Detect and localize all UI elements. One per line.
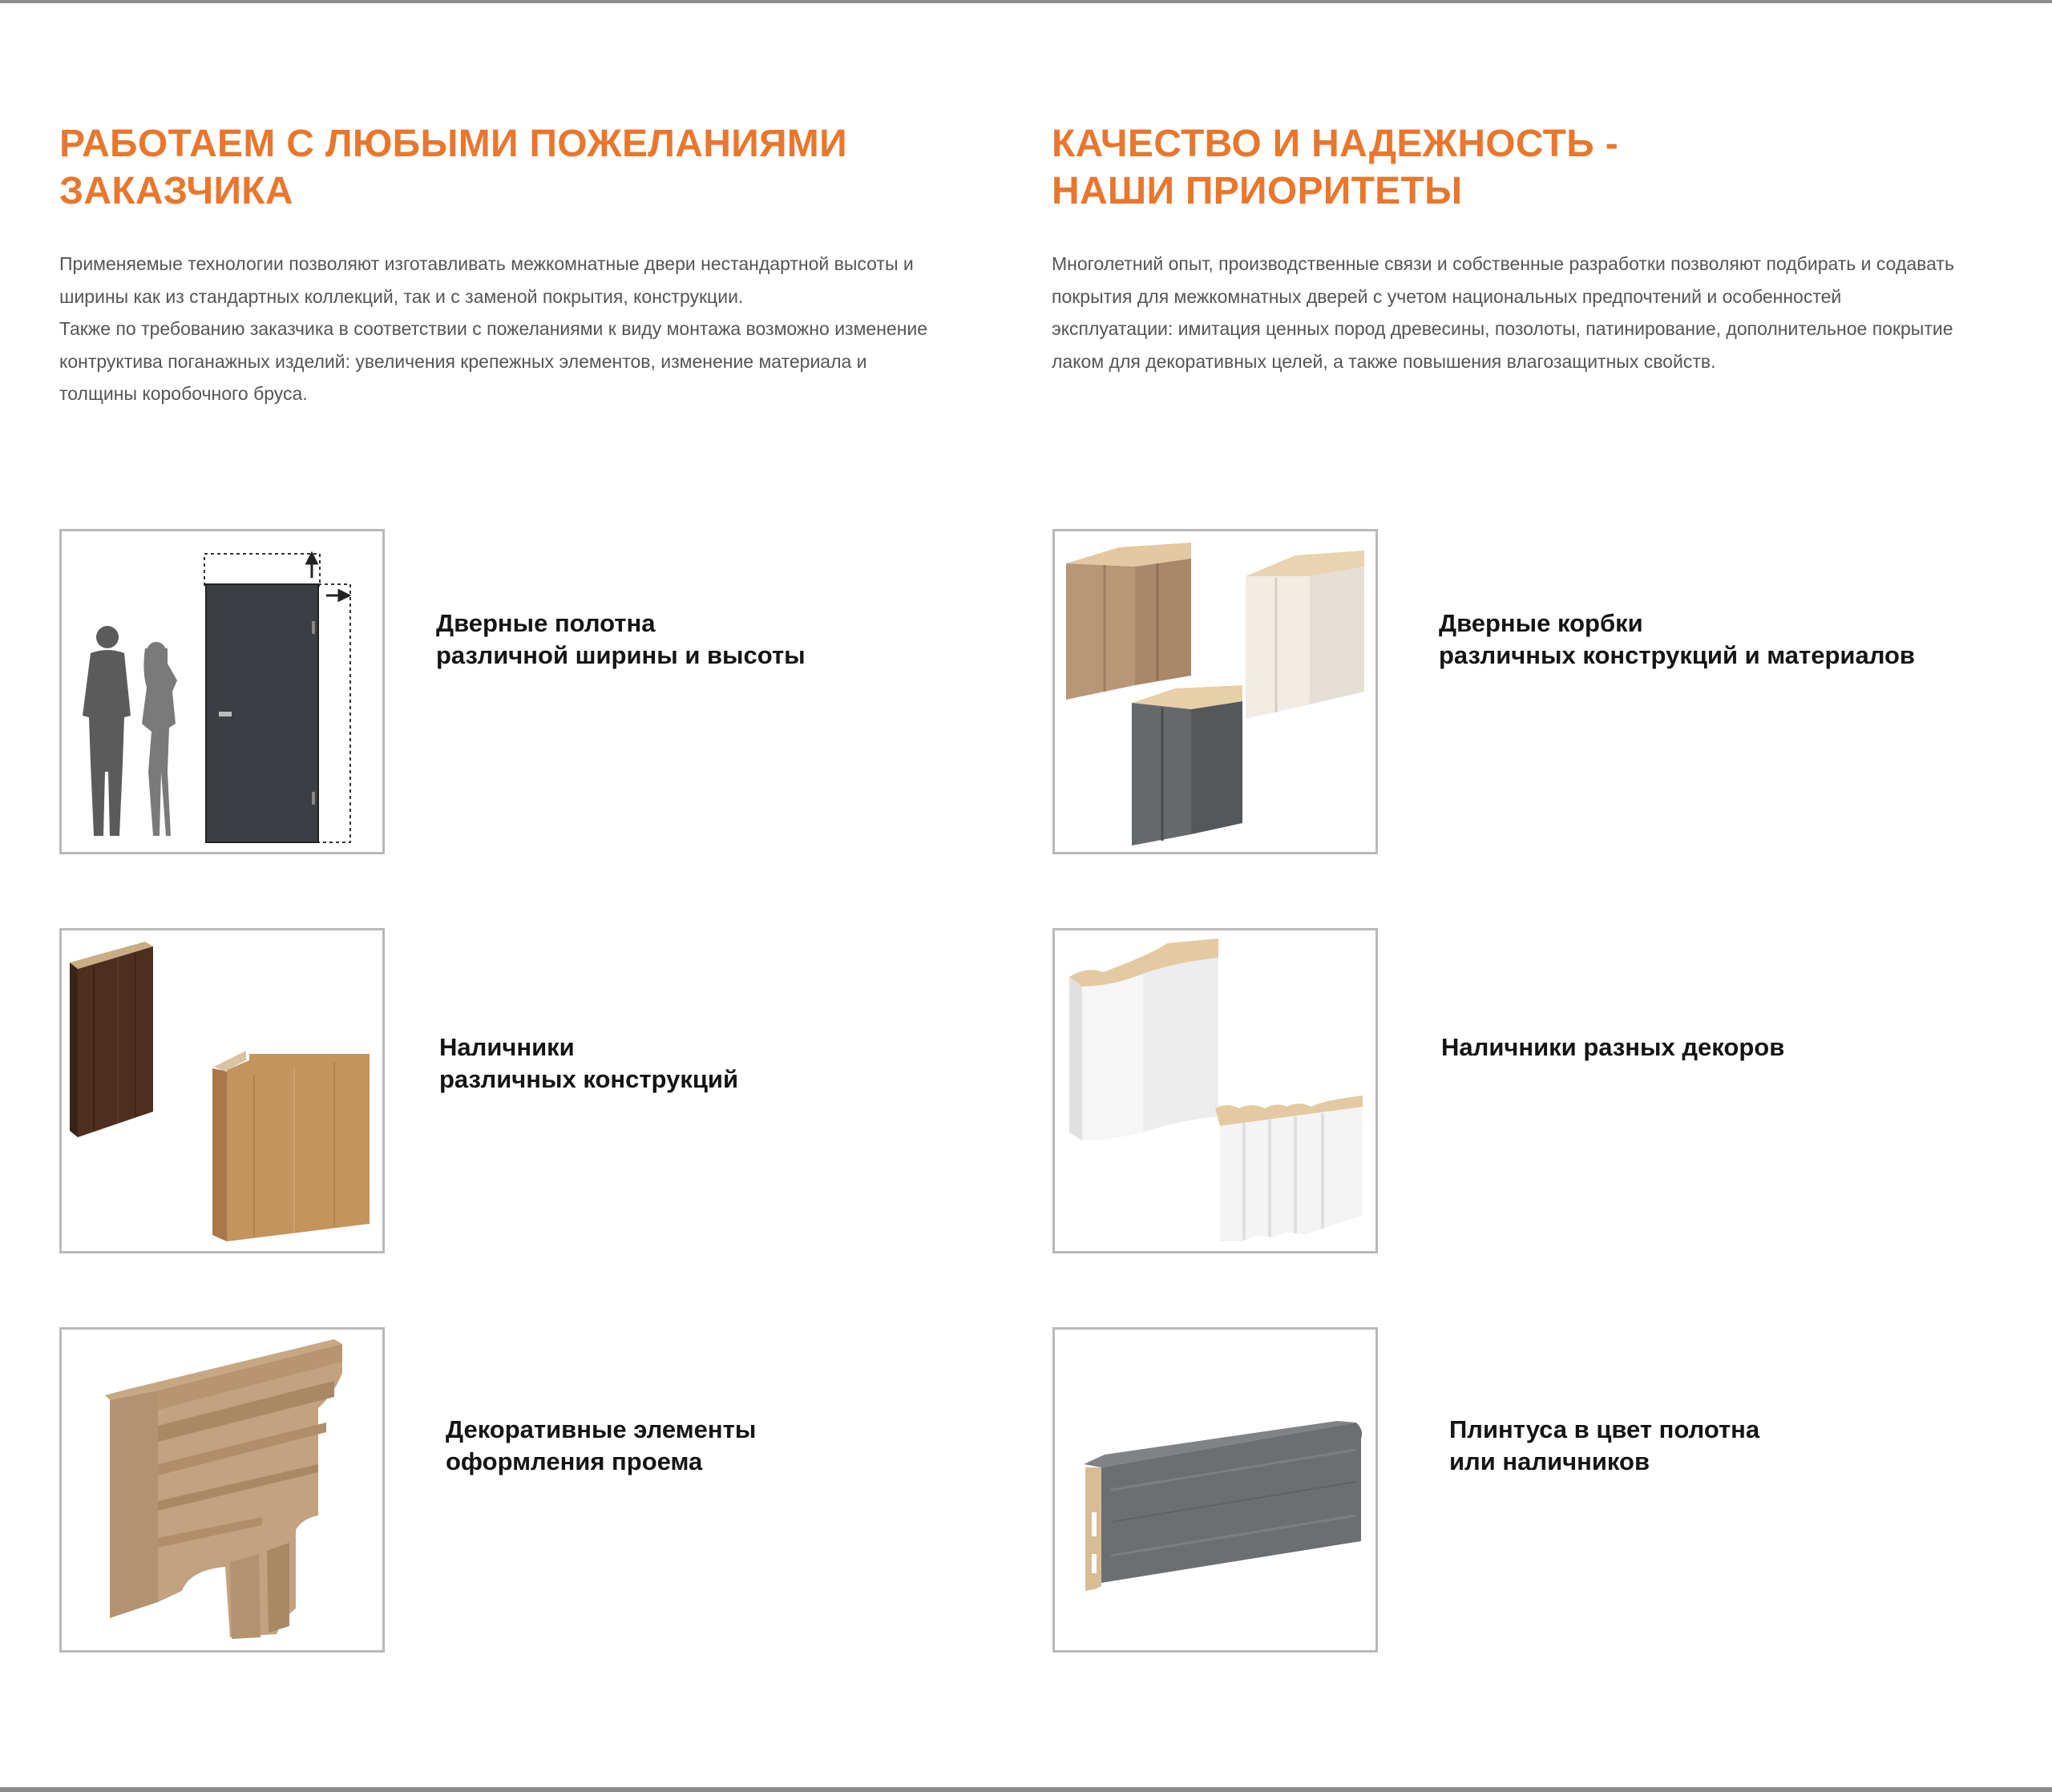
- door-size-icon: [62, 531, 382, 852]
- caption-door-sizes: [436, 607, 806, 672]
- caption-flat-casings: [439, 1031, 738, 1096]
- door-frame-profiles-icon: [1055, 531, 1375, 852]
- man-silhouette-icon: [83, 626, 131, 836]
- flat-casing-icon: [62, 930, 382, 1251]
- right-paragraph-line: лаком для декоративных целей, а также повышения влагозащитных свойств.: [1052, 350, 1716, 372]
- caption-line: Дверные корбки: [1439, 609, 1643, 637]
- decorative-molding-icon: [62, 1330, 382, 1650]
- right-section-heading: [1052, 120, 1618, 215]
- caption-line: или наличников: [1449, 1447, 1650, 1475]
- caption-line: различных конструкций: [439, 1065, 738, 1093]
- left-heading-line-2: ЗАКАЗЧИКА: [59, 170, 293, 212]
- caption-line: различной ширины и высоты: [436, 641, 806, 669]
- bottom-divider: [0, 1787, 2052, 1792]
- caption-door-frames: [1439, 607, 1915, 672]
- caption-line: Плинтуса в цвет полотна: [1449, 1415, 1760, 1443]
- caption-decorative-molding: [446, 1414, 756, 1478]
- caption-line: оформления проема: [446, 1447, 703, 1475]
- white-profiled-casing-icon: [1069, 938, 1218, 1140]
- left-paragraph-line: контруктива поганажных изделий: увеличения крепежных элементов, изменение материала и: [59, 350, 867, 372]
- left-paragraph-line: Применяемые технологии позволяют изготавливать межкомнатные двери нестандартной высоты и: [59, 253, 914, 274]
- right-paragraph-line: Многолетний опыт, производственные связи и собственные разработки позволяют подбирать и содавать: [1052, 253, 1954, 274]
- top-divider: [0, 0, 2052, 3]
- right-paragraph-line: эксплуатации: имитация ценных пород древесины, позолоты, патинирование, дополнительное покрытие: [1052, 318, 1953, 339]
- caption-line: Наличники: [439, 1033, 575, 1061]
- decor-casing-icon: [1055, 930, 1375, 1251]
- gray-frame-profile-icon: [1132, 685, 1242, 846]
- light-casing-icon: [212, 1051, 370, 1241]
- right-paragraph-line: покрытия для межкомнатных дверей с учетом национальных предпочтений и особенностей: [1052, 285, 1842, 307]
- right-heading-line-2: НАШИ ПРИОРИТЕТЫ: [1052, 170, 1463, 212]
- left-paragraph-line: Также по требованию заказчика в соответствии с пожеланиями к виду монтажа возможно изменение: [59, 318, 928, 339]
- product-image-skirting-board: [1052, 1327, 1378, 1653]
- product-image-decorative-molding: [59, 1327, 385, 1653]
- left-paragraph-line: толщины коробочного бруса.: [59, 383, 308, 404]
- caption-line: Декоративные элементы: [446, 1415, 757, 1443]
- left-heading-line-1: РАБОТАЕМ С ЛЮБЫМИ ПОЖЕЛАНИЯМИ: [59, 123, 847, 165]
- caption-line: Дверные полотна: [436, 609, 656, 637]
- right-heading-line-1: КАЧЕСТВО И НАДЕЖНОСТЬ -: [1052, 123, 1619, 165]
- caption-line: различных конструкций и материалов: [1439, 641, 1915, 669]
- left-section-heading: [59, 120, 847, 215]
- white-frame-profile-icon: [1246, 551, 1364, 719]
- wood-frame-profile-icon: [1066, 543, 1191, 700]
- skirting-board-icon: [1055, 1330, 1375, 1650]
- white-fluted-casing-icon: [1215, 1096, 1363, 1241]
- product-image-door-frames: [1052, 529, 1378, 854]
- woman-silhouette-icon: [142, 642, 177, 836]
- caption-decor-casings: [1441, 1031, 1784, 1063]
- product-image-door-sizes: [59, 529, 385, 854]
- caption-line: Наличники разных декоров: [1441, 1033, 1785, 1061]
- right-section-paragraph: [1052, 248, 1954, 377]
- dark-casing-icon: [70, 942, 153, 1137]
- caption-skirting-board: [1449, 1414, 1759, 1478]
- left-section-paragraph: [59, 248, 927, 410]
- left-paragraph-line: ширины как из стандартных коллекций, так и с заменой покрытия, конструкции.: [59, 285, 744, 307]
- product-image-decor-casings: [1052, 928, 1378, 1253]
- product-image-flat-casings: [59, 928, 385, 1253]
